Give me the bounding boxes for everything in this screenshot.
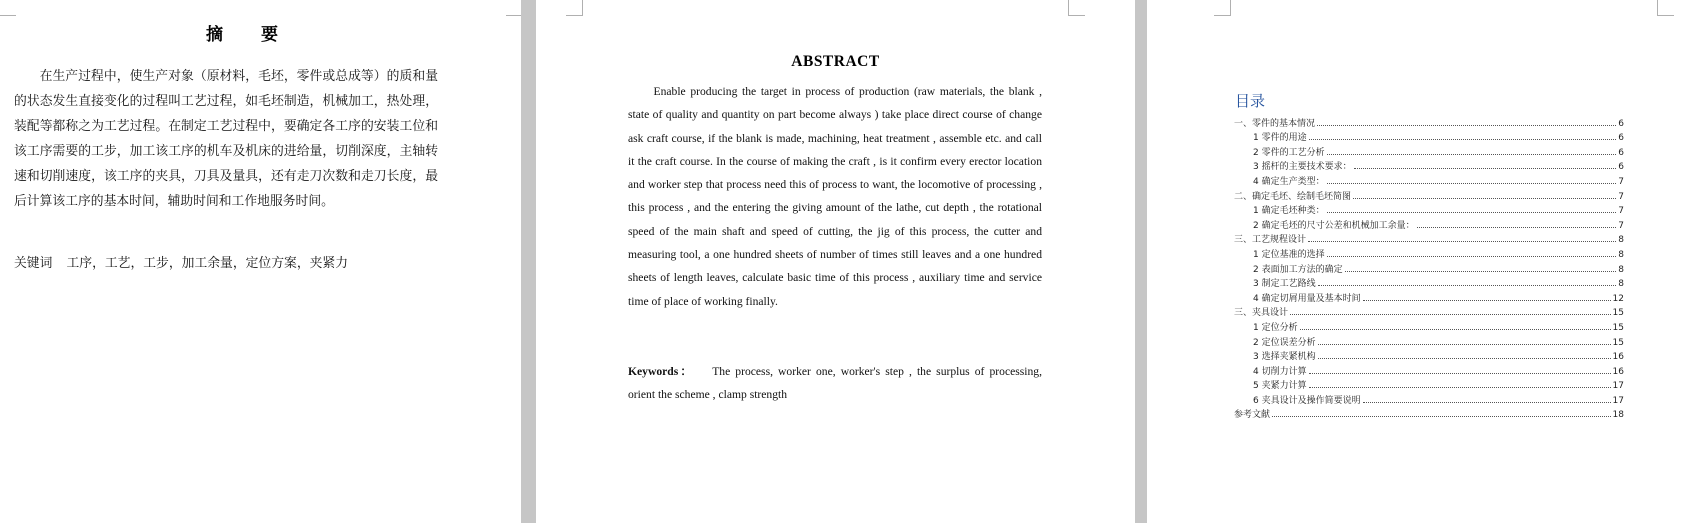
toc-leader-dots xyxy=(1327,212,1617,213)
toc-entry[interactable] xyxy=(1234,172,1624,187)
toc-entry-text: 三、工艺规程设计 xyxy=(1234,235,1307,246)
toc-entry-page: 6 xyxy=(1618,162,1624,173)
toc-entry-page: 15 xyxy=(1612,337,1624,348)
toc-title: 目录 xyxy=(1235,92,1266,110)
toc-list xyxy=(1234,114,1624,420)
toc-entry-page: 8 xyxy=(1618,249,1624,260)
toc-entry-page: 7 xyxy=(1618,206,1624,217)
toc-entry-text: 5 夹紧力计算 xyxy=(1253,381,1307,392)
toc-leader-dots xyxy=(1318,285,1617,286)
crop-mark xyxy=(0,0,16,16)
toc-entry[interactable] xyxy=(1234,245,1624,260)
page-title: ABSTRACT xyxy=(791,53,880,70)
toc-entry-page: 8 xyxy=(1618,235,1624,246)
toc-leader-dots xyxy=(1317,125,1616,126)
toc-entry-text: 2 确定毛坯的尺寸公差和机械加工余量： xyxy=(1253,220,1415,231)
toc-entry-text: 1 零件的用途 xyxy=(1253,133,1307,144)
toc-entry-page: 6 xyxy=(1618,133,1624,144)
toc-entry-page: 15 xyxy=(1612,308,1624,319)
page-title: 摘 要 xyxy=(206,25,294,45)
toc-entry-page: 8 xyxy=(1618,279,1624,290)
toc-entry-text: 2 零件的工艺分析 xyxy=(1253,147,1325,158)
toc-leader-dots xyxy=(1272,416,1611,417)
toc-entry[interactable] xyxy=(1234,114,1624,129)
toc-entry-page: 17 xyxy=(1612,381,1624,392)
toc-entry[interactable] xyxy=(1234,202,1624,217)
toc-entry-page: 6 xyxy=(1618,147,1624,158)
toc-leader-dots xyxy=(1318,344,1611,345)
abstract-body: 在生产过程中，使生产对象（原材料，毛坯，零件或总成等）的质和量的状态发生直接变化的过程叫工艺过程，如毛坯制造，机械加工，热处理，装配等都称之为工艺过程。在制定工艺过程中，要确定各工序的安装工位和该工序需要的工步，加工该工序的机车及机床的进给量，切削深度，主轴转速和切削速度，该工序的夹具，刀具及量具，还有走刀次数和走刀长度，最后计算该工序的基本时间，辅助时间和工作地服务时间。 xyxy=(14,69,438,209)
toc-entry[interactable] xyxy=(1234,304,1624,319)
toc-entry[interactable] xyxy=(1234,377,1624,392)
toc-entry[interactable] xyxy=(1234,216,1624,231)
toc-entry-text: 2 定位误差分析 xyxy=(1253,337,1316,348)
toc-entry-page: 8 xyxy=(1618,264,1624,275)
toc-leader-dots xyxy=(1353,198,1616,199)
toc-entry[interactable] xyxy=(1234,391,1624,406)
toc-entry[interactable] xyxy=(1234,143,1624,158)
toc-leader-dots xyxy=(1363,300,1611,301)
toc-entry-text: 1 定位分析 xyxy=(1253,322,1298,333)
toc-leader-dots xyxy=(1327,154,1617,155)
toc-entry-page: 12 xyxy=(1612,293,1624,304)
toc-entry[interactable] xyxy=(1234,158,1624,173)
toc-entry-page: 16 xyxy=(1612,352,1624,363)
toc-entry-page: 17 xyxy=(1612,395,1624,406)
page-chinese-abstract xyxy=(0,0,521,523)
page-table-of-contents xyxy=(1147,0,1685,523)
page-english-abstract xyxy=(536,0,1135,523)
toc-leader-dots xyxy=(1345,271,1617,272)
toc-leader-dots xyxy=(1308,241,1616,242)
toc-entry[interactable] xyxy=(1234,275,1624,290)
toc-entry-text: 4 确定切屑用量及基本时间 xyxy=(1253,293,1361,304)
crop-mark xyxy=(1214,0,1231,16)
keywords-label: Keywords： xyxy=(628,365,695,378)
toc-leader-dots xyxy=(1327,183,1617,184)
toc-entry-page: 7 xyxy=(1618,191,1624,202)
toc-leader-dots xyxy=(1290,314,1611,315)
toc-entry-page: 16 xyxy=(1612,366,1624,377)
keywords-label: 关键词 xyxy=(14,256,53,271)
keywords-line xyxy=(14,252,474,271)
toc-entry-text: 一、零件的基本情况 xyxy=(1234,118,1316,129)
toc-entry[interactable] xyxy=(1234,187,1624,202)
toc-leader-dots xyxy=(1309,139,1617,140)
toc-leader-dots xyxy=(1300,329,1611,330)
toc-entry-page: 15 xyxy=(1612,322,1624,333)
toc-leader-dots xyxy=(1318,358,1611,359)
toc-leader-dots xyxy=(1309,387,1611,388)
toc-entry-text: 1 定位基准的选择 xyxy=(1253,249,1325,260)
toc-entry[interactable] xyxy=(1234,260,1624,275)
keywords-text: 工序，工艺，工步，加工余量，定位方案，夹紧力 xyxy=(66,256,348,271)
toc-entry-text: 2 表面加工方法的确定 xyxy=(1253,264,1343,275)
toc-entry-text: 3 选择夹紧机构 xyxy=(1253,352,1316,363)
toc-leader-dots xyxy=(1417,227,1617,228)
toc-entry[interactable] xyxy=(1234,318,1624,333)
toc-leader-dots xyxy=(1363,402,1611,403)
toc-entry[interactable] xyxy=(1234,231,1624,246)
toc-entry-page: 7 xyxy=(1618,176,1624,187)
keywords-text: The process, worker one, worker's step , the surplus of processing, orient the scheme , clamp strength xyxy=(628,365,1042,402)
toc-entry-page: 7 xyxy=(1618,220,1624,231)
toc-leader-dots xyxy=(1309,373,1611,374)
toc-entry-text: 二、确定毛坯、绘制毛坯简图 xyxy=(1234,191,1352,202)
toc-leader-dots xyxy=(1354,168,1617,169)
toc-entry-text: 3 摇杆的主要技术要求： xyxy=(1253,162,1352,173)
page-gutter xyxy=(521,0,536,523)
toc-entry[interactable] xyxy=(1234,362,1624,377)
toc-entry-text: 参考文献 xyxy=(1234,410,1271,421)
crop-mark xyxy=(1068,0,1085,16)
crop-mark xyxy=(1657,0,1674,16)
toc-entry[interactable] xyxy=(1234,406,1624,421)
toc-entry[interactable] xyxy=(1234,289,1624,304)
toc-entry-text: 3 制定工艺路线 xyxy=(1253,279,1316,290)
crop-mark xyxy=(566,0,583,16)
toc-leader-dots xyxy=(1327,256,1617,257)
crop-mark xyxy=(506,0,521,16)
page-gutter xyxy=(1135,0,1147,523)
abstract-body: Enable producing the target in process of production (raw materials, the blank , state of quality and quantity on part become always ) take place direct course of change ask craft course, if the blank is made, machining, heat treatment , assemble etc. and call it the craft course. In the course of making the craft , is it confirm every erector location and worker step that process need this of process to want, the locomotive of processing , this process , and the entering the giving amount of the lathe, cut depth , the rotational speed of the main shaft and speed of cutting, the jig of this process, the cutter and measuring tool, a one hundred sheets of number of times still leaves and a one hundred sheets of length leaves, calculate basic time of this process , auxiliary time and service time of place of working finally. xyxy=(628,85,1042,308)
toc-entry[interactable] xyxy=(1234,333,1624,348)
toc-entry-text: 1 确定毛坯种类： xyxy=(1253,206,1325,217)
toc-entry-text: 6 夹具设计及操作简要说明 xyxy=(1253,395,1361,406)
toc-entry-text: 4 确定生产类型： xyxy=(1253,176,1325,187)
toc-entry-text: 4 切削力计算 xyxy=(1253,366,1307,377)
toc-entry[interactable] xyxy=(1234,348,1624,363)
toc-entry-page: 6 xyxy=(1618,118,1624,129)
toc-entry-page: 18 xyxy=(1612,410,1624,421)
toc-entry[interactable] xyxy=(1234,129,1624,144)
keywords-line xyxy=(628,360,1042,407)
toc-entry-text: 三、夹具设计 xyxy=(1234,308,1289,319)
